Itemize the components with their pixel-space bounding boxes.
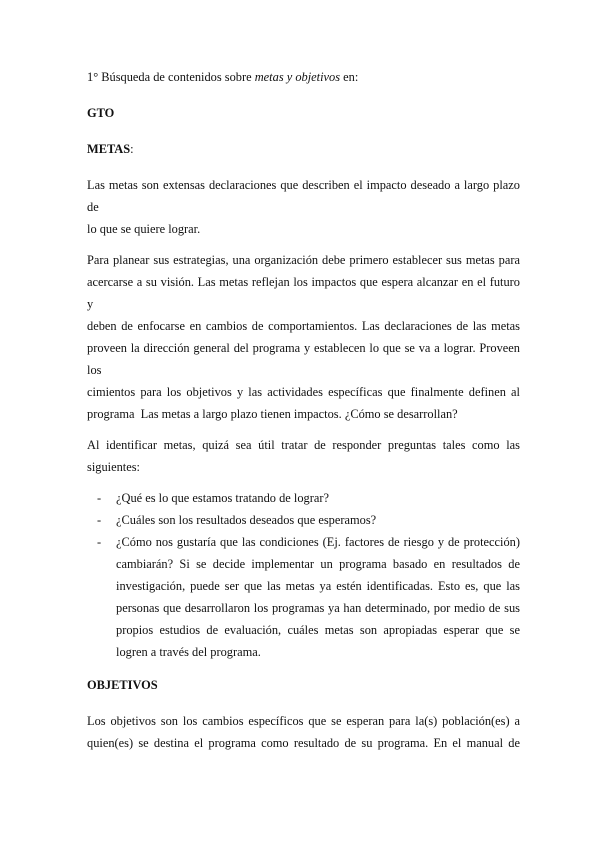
paragraph-line: deben de enfocarse en cambios de comportamientos. Las declaraciones de las metas [87,319,520,333]
list-item [87,487,520,509]
metas-heading-line [87,138,520,160]
paragraph-line: cimientos para los objetivos y las actividades específicas que finalmente definen al [87,385,520,399]
intro-line [87,66,520,88]
paragraph-line: Las metas son extensas declaraciones que describen el impacto deseado a largo plazo de [87,178,520,214]
intro-suffix: en: [340,70,359,84]
list-item-text: ¿Cómo nos gustaría que las condiciones (Ej. factores de riesgo y de protección) cambiarán? Si se decide implementar un programa basado en resultados de investigación, puede ser que las metas ya estén identificadas. Esto es, que las personas que desarrollaron los programas ya han determinado, por medio de sus propios estudios de evaluación, cuáles metas son apropiadas esperar que se logren a través del programa. [116,535,520,659]
list-item [87,531,520,663]
paragraph-line: acercarse a su visión. Las metas reflejan los impactos que espera alcanzar en el futuro y [87,275,520,311]
paragraph-line: lo que se quiere lograr. [87,222,201,236]
paragraph-line: proveen la dirección general del programa y establecen lo que se va a lograr. Proveen los [87,341,520,377]
metas-colon: : [130,142,134,156]
bullet-dash: - [97,491,102,505]
metas-questions-paragraph [87,434,520,478]
paragraph-line: Para planear sus estrategias, una organización debe primero establecer sus metas para [87,253,520,267]
intro-prefix: 1° Búsqueda de contenidos sobre [87,70,255,84]
bullet-dash: - [97,513,102,527]
list-item-text: ¿Qué es lo que estamos tratando de lograr? [116,491,329,505]
metas-heading: METAS [87,142,131,156]
intro-emphasis: metas y objetivos [254,70,341,84]
gto-heading: GTO [87,106,115,120]
objetivos-definition-paragraph [87,710,520,754]
paragraph-line: programa Las metas a largo plazo tienen impactos. ¿Cómo se desarrollan? [87,407,458,421]
metas-strategy-paragraph [87,249,520,425]
paragraph-line: Los objetivos son los cambios específicos que se esperan para la(s) población(es) a [87,714,520,728]
questions-list [87,487,520,663]
paragraph-line: siguientes: [87,460,140,474]
metas-definition-paragraph [87,174,520,240]
objetivos-heading: OBJETIVOS [87,678,158,692]
list-item-text: ¿Cuáles son los resultados deseados que esperamos? [116,513,377,527]
document-page [87,66,520,763]
bullet-dash: - [97,535,102,549]
paragraph-line: quien(es) se destina el programa como resultado de su programa. En el manual de [87,736,520,750]
list-item [87,509,520,531]
paragraph-line: Al identificar metas, quizá sea útil tratar de responder preguntas tales como las [87,438,520,452]
